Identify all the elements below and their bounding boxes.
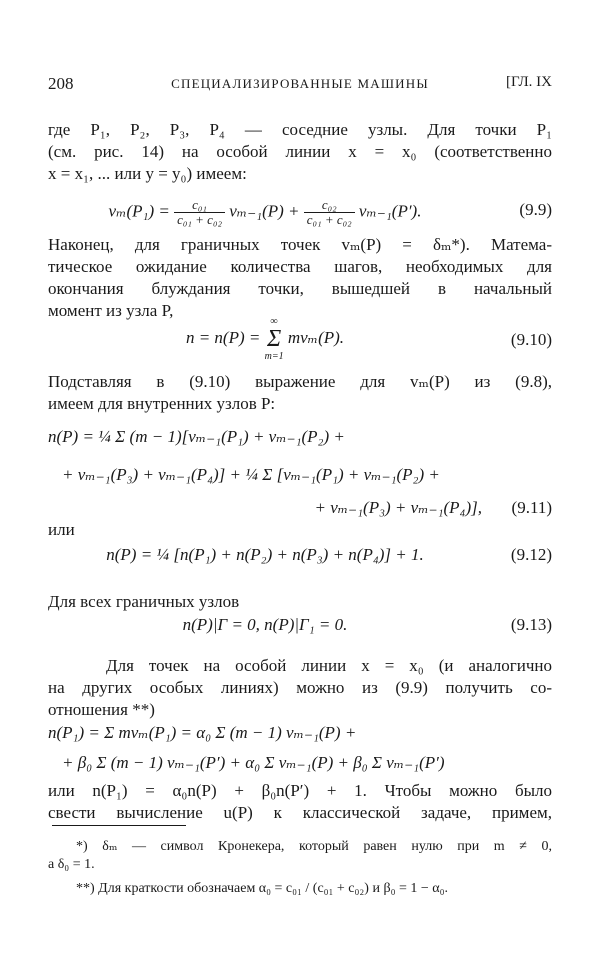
page-number: 208 [48, 74, 74, 93]
sum-operator: ∞ Σ m=1 [264, 316, 284, 362]
text-line: или [48, 520, 75, 539]
eq-term: vₘ₋₁(P) + [224, 201, 304, 221]
equation-9-12 [48, 545, 552, 571]
eq-lhs: vₘ(P₁) = [108, 201, 175, 221]
equation-number: (9.10) [510, 330, 552, 349]
equation-number: (9.13) [510, 615, 552, 634]
running-title: СПЕЦИАЛИЗИРОВАННЫЕ МАШИНЫ [171, 76, 429, 91]
text-line: Подставляя в (9.10) выражение для vₘ(P) из (9.8), [48, 372, 552, 391]
text-line: где P₁, P₂, P₃, P₄ — соседние узлы. Для точки P₁ [48, 120, 552, 139]
numerator: c₀₂ [304, 198, 355, 213]
denominator: c₀₁ + c₀₂ [177, 212, 222, 227]
text-line: на других особых линиях) можно из (9.9) получить со- [48, 678, 552, 697]
equation-line: n(P) = ¼ Σ (m − 1)[vₘ₋₁(P₁) + vₘ₋₁(P₂) + [48, 427, 345, 446]
equation-9-11-line2 [48, 465, 552, 491]
eq-rhs: mvₘ(P). [283, 327, 345, 347]
equation-9-10 [48, 312, 552, 364]
eq-term: vₘ₋₁(P′). [354, 201, 422, 221]
running-header [48, 74, 552, 98]
equation-number: (9.12) [510, 545, 552, 564]
text-line: или n(P₁) = α₀n(P) + β₀n(P′) + 1. Чтобы можно было [48, 781, 552, 800]
fraction [304, 198, 355, 227]
equation-number: (9.11) [511, 498, 552, 517]
numerator: c₀₁ [174, 198, 225, 213]
footnote-1: *) δₘ — символ Кронекера, который равен нулю при m ≠ 0, [76, 839, 552, 854]
equation-line: + vₘ₋₁(P₃) + vₘ₋₁(P₄)] + ¼ Σ [vₘ₋₁(P₁) + vₘ₋₁(P₂) + [62, 465, 440, 484]
equation-9-11-line1 [48, 427, 552, 453]
text-line: Для всех граничных узлов [48, 592, 240, 611]
text-line: имеем для внутренних узлов P: [48, 394, 276, 413]
equation-9-9 [48, 192, 552, 228]
footnote-2: **) Для краткости обозначаем α₀ = c₀₁ / (c₀₁ + c₀₂) и β₀ = 1 − α₀. [76, 881, 448, 896]
equation-line: n(P₁) = Σ mvₘ(P₁) = α₀ Σ (m − 1) vₘ₋₁(P) + [48, 723, 357, 742]
equation-line: + β₀ Σ (m − 1) vₘ₋₁(P′) + α₀ Σ vₘ₋₁(P) + β₀ Σ vₘ₋₁(P′) [62, 753, 445, 772]
sum-lower-limit: m=1 [264, 351, 284, 362]
footnote-1-cont: а δ₀ = 1. [48, 857, 95, 872]
text-line: x = x₁, ... или y = y₀) имеем: [48, 164, 247, 183]
text-line: момент из узла P, [48, 301, 174, 320]
eq-lhs: n = n(P) = [185, 327, 265, 347]
denominator: c₀₁ + c₀₂ [306, 212, 352, 227]
chapter-marker: [ГЛ. IX [505, 74, 552, 90]
text-line: окончания блуждания точки, вышедшей в начальный [48, 279, 552, 298]
equation-unnumbered-line2 [48, 753, 552, 779]
equation-line: n(P) = ¼ [n(P₁) + n(P₂) + n(P₃) + n(P₄)] + 1. [106, 545, 424, 564]
fraction [174, 198, 225, 227]
equation-line: + vₘ₋₁(P₃) + vₘ₋₁(P₄)], [314, 498, 482, 517]
equation-number: (9.9) [519, 200, 552, 219]
sum-upper-limit: ∞ [270, 316, 278, 327]
equation-unnumbered-line1 [48, 723, 552, 749]
text-line: Наконец, для граничных точек vₘ(P) = δₘ*). Матема- [48, 235, 552, 254]
equation-line: n(P)|Γ = 0, n(P)|Γ₁ = 0. [182, 615, 348, 634]
footnote-rule [52, 825, 186, 826]
text-line: Для точек на особой линии x = x₀ (и аналогично [106, 656, 552, 675]
text-line: тическое ожидание количества шагов, необходимых для [48, 257, 552, 276]
text-line: (см. рис. 14) на особой линии x = x₀ (соответственно [48, 142, 552, 161]
text-line: отношения **) [48, 700, 155, 719]
equation-9-13 [48, 615, 552, 641]
text-line: свести вычисление u(P) к классической задаче, примем, [48, 803, 552, 822]
